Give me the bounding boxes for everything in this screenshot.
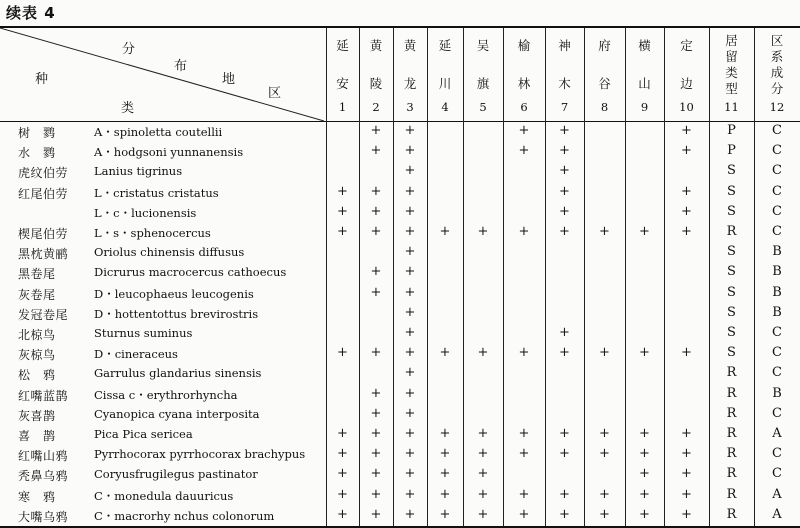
table-title: 续表 4 <box>6 4 56 22</box>
column-header-char: 安 <box>336 76 349 91</box>
column-header-char: 定 <box>680 38 693 53</box>
species-chinese-name: 树 鹨 <box>18 126 56 140</box>
column-header-2 <box>359 28 393 121</box>
column-number: 8 <box>600 100 609 114</box>
residence-type: S <box>727 264 736 280</box>
presence-mark: + <box>370 446 382 462</box>
presence-mark: + <box>681 345 692 361</box>
presence-mark: + <box>559 345 570 361</box>
residence-type: S <box>727 325 736 340</box>
species-scientific-name: Pyrrhocorax pyrrhocorax brachypus <box>94 447 306 462</box>
table-row <box>0 324 800 344</box>
corner-qu: 区 <box>268 86 282 101</box>
presence-mark: + <box>404 466 416 482</box>
presence-mark: + <box>439 224 451 239</box>
presence-mark: + <box>477 345 489 361</box>
presence-mark: + <box>370 224 382 239</box>
species-chinese-name: 红嘴蓝鹊 <box>18 388 69 403</box>
column-number: 3 <box>406 100 414 114</box>
column-number: 9 <box>640 100 649 114</box>
presence-mark: + <box>518 426 530 441</box>
faunal-component: C <box>772 203 782 219</box>
presence-mark: + <box>370 426 382 441</box>
presence-mark: + <box>404 143 416 159</box>
column-header-char: 区 <box>770 33 784 48</box>
presence-mark: + <box>681 486 692 502</box>
presence-mark: + <box>337 345 348 361</box>
species-scientific-name: Oriolus chinensis diffusus <box>94 245 245 260</box>
column-header-char: 府 <box>598 38 611 53</box>
presence-mark: + <box>404 486 416 502</box>
presence-mark: + <box>559 183 570 199</box>
column-header-12 <box>754 28 800 121</box>
residence-type: R <box>726 426 737 441</box>
presence-mark: + <box>439 446 451 462</box>
presence-mark: + <box>559 426 570 441</box>
table-row <box>0 284 800 304</box>
species-chinese-name: 黑枕黄鹂 <box>18 247 69 262</box>
column-header-char: 旗 <box>476 76 490 91</box>
species-scientific-name: Sturnus suminus <box>94 326 193 340</box>
corner-lei: 类 <box>121 101 135 116</box>
table-row <box>0 162 800 182</box>
faunal-component: C <box>772 345 782 361</box>
column-number: 4 <box>441 100 449 114</box>
column-header-char: 居 <box>725 33 738 48</box>
presence-mark: + <box>404 405 416 421</box>
table-row <box>0 344 800 364</box>
table-row <box>0 506 800 526</box>
presence-mark: + <box>681 466 692 482</box>
species-chinese-name: 松 鸦 <box>18 368 56 383</box>
column-header-3 <box>393 28 427 121</box>
species-chinese-name: 虎纹伯劳 <box>18 166 69 181</box>
faunal-component: A <box>772 506 782 522</box>
presence-mark: + <box>681 446 692 462</box>
species-scientific-name: A・spinoletta coutellii <box>94 125 223 139</box>
column-header-11 <box>709 28 754 121</box>
presence-mark: + <box>639 345 650 361</box>
presence-mark: + <box>518 224 530 239</box>
table-row <box>0 445 800 465</box>
species-chinese-name: 寒 鸦 <box>18 489 56 504</box>
column-header-char: 系 <box>770 49 784 64</box>
presence-mark: + <box>337 446 348 462</box>
residence-type: R <box>726 385 737 401</box>
presence-mark: + <box>559 143 570 159</box>
faunal-component: A <box>772 426 782 441</box>
column-header-char: 黄 <box>369 38 383 53</box>
presence-mark: + <box>477 224 489 239</box>
presence-mark: + <box>518 486 530 502</box>
species-chinese-name: 黑卷尾 <box>18 267 56 282</box>
column-header-char: 延 <box>336 38 349 53</box>
presence-mark: + <box>477 446 489 462</box>
presence-mark: + <box>404 163 416 179</box>
presence-mark: + <box>477 426 489 441</box>
presence-mark: + <box>370 203 382 219</box>
presence-mark: + <box>681 183 692 199</box>
presence-mark: + <box>681 506 692 522</box>
species-scientific-name: L・s・sphenocercus <box>94 226 211 240</box>
table-row <box>0 425 800 445</box>
presence-mark: + <box>639 506 650 522</box>
presence-mark: + <box>370 466 382 482</box>
column-header-6 <box>503 28 545 121</box>
presence-mark: + <box>337 203 348 219</box>
faunal-component: C <box>772 325 782 340</box>
column-header-char: 榆 <box>517 38 531 53</box>
species-scientific-name: D・hottentottus brevirostris <box>94 306 259 321</box>
species-scientific-name: D・cineraceus <box>94 347 178 362</box>
column-header-char: 横 <box>638 38 651 53</box>
presence-mark: + <box>337 466 348 482</box>
corner-bu: 布 <box>174 59 188 74</box>
faunal-component: B <box>772 284 782 300</box>
presence-mark: + <box>559 486 570 502</box>
column-number: 12 <box>769 100 785 114</box>
presence-mark: + <box>404 244 416 260</box>
species-chinese-name: 喜 鹊 <box>18 429 56 443</box>
presence-mark: + <box>337 486 348 502</box>
presence-mark: + <box>404 426 416 441</box>
column-header-char: 木 <box>558 76 571 91</box>
presence-mark: + <box>639 446 650 462</box>
table-row <box>0 122 800 142</box>
species-chinese-name: 水 鹨 <box>18 146 56 161</box>
species-chinese-name: 楔尾伯劳 <box>18 227 69 241</box>
presence-mark: + <box>370 284 382 300</box>
column-header-char: 林 <box>517 76 531 91</box>
presence-mark: + <box>477 466 489 482</box>
column-number: 10 <box>679 100 694 114</box>
column-header-4 <box>427 28 463 121</box>
species-scientific-name: D・leucophaeus leucogenis <box>94 286 254 301</box>
species-chinese-name: 红尾伯劳 <box>18 186 69 201</box>
table-row <box>0 364 800 384</box>
presence-mark: + <box>404 183 416 199</box>
presence-mark: + <box>599 446 610 462</box>
presence-mark: + <box>439 466 451 482</box>
species-scientific-name: Garrulus glandarius sinensis <box>94 366 262 381</box>
species-chinese-name: 灰卷尾 <box>18 287 56 302</box>
species-chinese-name: 灰喜鹊 <box>18 408 56 423</box>
species-scientific-name: Cyanopica cyana interposita <box>94 406 260 421</box>
presence-mark: + <box>477 486 489 502</box>
faunal-component: C <box>772 405 782 421</box>
presence-mark: + <box>559 224 570 239</box>
corner-fen: 分 <box>122 42 136 57</box>
presence-mark: + <box>518 446 530 462</box>
faunal-component: B <box>772 304 782 320</box>
presence-mark: + <box>518 345 530 361</box>
presence-mark: + <box>559 325 570 340</box>
species-chinese-name: 北椋鸟 <box>18 328 56 342</box>
species-scientific-name: L・cristatus cristatus <box>94 185 219 200</box>
residence-type: R <box>726 446 737 462</box>
presence-mark: + <box>681 123 692 138</box>
presence-mark: + <box>599 224 610 239</box>
corner-zhong: 种 <box>35 72 49 87</box>
table-row <box>0 142 800 162</box>
table-row <box>0 183 800 203</box>
presence-mark: + <box>370 264 382 280</box>
species-scientific-name: Dicrurus macrocercus cathoecus <box>94 265 287 280</box>
presence-mark: + <box>370 506 382 522</box>
column-header-char: 成 <box>770 65 784 80</box>
presence-mark: + <box>518 123 530 138</box>
presence-mark: + <box>599 506 610 522</box>
faunal-component: C <box>772 123 782 138</box>
presence-mark: + <box>518 143 530 159</box>
column-header-8 <box>584 28 625 121</box>
residence-type: R <box>726 486 737 502</box>
faunal-component: B <box>772 385 782 401</box>
presence-mark: + <box>559 506 570 522</box>
species-scientific-name: Lanius tigrinus <box>94 164 183 179</box>
column-number: 2 <box>372 100 380 114</box>
presence-mark: + <box>599 426 610 441</box>
column-header-char: 陵 <box>369 76 383 91</box>
presence-mark: + <box>639 486 650 502</box>
column-header-char: 留 <box>725 49 738 64</box>
residence-type: R <box>726 224 737 239</box>
presence-mark: + <box>599 345 610 361</box>
presence-mark: + <box>559 163 570 179</box>
species-scientific-name: Pica Pica sericea <box>94 427 193 441</box>
faunal-component: C <box>772 466 782 482</box>
presence-mark: + <box>681 426 692 441</box>
faunal-component: B <box>772 264 782 280</box>
presence-mark: + <box>477 506 489 522</box>
faunal-component: B <box>772 244 782 260</box>
residence-type: P <box>727 143 736 159</box>
presence-mark: + <box>337 506 348 522</box>
faunal-component: A <box>772 486 782 502</box>
faunal-component: C <box>772 365 782 381</box>
species-scientific-name: C・macrorhy nchus colonorum <box>94 508 275 523</box>
residence-type: S <box>727 284 736 300</box>
presence-mark: + <box>370 385 382 401</box>
residence-type: R <box>726 466 737 482</box>
column-header-char: 山 <box>638 76 651 91</box>
column-header-char: 边 <box>680 76 693 91</box>
column-header-char: 类 <box>725 65 738 80</box>
species-scientific-name: Cissa c・erythrorhyncha <box>94 387 238 402</box>
presence-mark: + <box>439 345 451 361</box>
residence-type: R <box>726 365 737 381</box>
presence-mark: + <box>370 486 382 502</box>
column-header-char: 龙 <box>403 76 417 91</box>
presence-mark: + <box>337 183 348 199</box>
residence-type: P <box>727 123 736 138</box>
presence-mark: + <box>559 446 570 462</box>
faunal-component: C <box>772 224 782 239</box>
presence-mark: + <box>404 365 416 381</box>
presence-mark: + <box>404 224 416 239</box>
header-diagonal <box>0 28 325 122</box>
presence-mark: + <box>439 506 451 522</box>
table-row <box>0 243 800 263</box>
residence-type: S <box>727 183 736 199</box>
column-header-10 <box>664 28 709 121</box>
presence-mark: + <box>404 385 416 401</box>
residence-type: R <box>726 405 737 421</box>
presence-mark: + <box>439 486 451 502</box>
residence-type: S <box>727 203 736 219</box>
species-chinese-name: 灰椋鸟 <box>18 348 56 363</box>
column-number: 11 <box>724 100 739 114</box>
table-row <box>0 203 800 223</box>
residence-type: S <box>727 304 736 320</box>
table-row <box>0 223 800 243</box>
faunal-component: C <box>772 446 782 462</box>
presence-mark: + <box>370 183 382 199</box>
presence-mark: + <box>681 143 692 159</box>
column-header-char: 延 <box>438 38 452 53</box>
presence-mark: + <box>639 224 650 239</box>
presence-mark: + <box>404 325 416 340</box>
faunal-component: C <box>772 163 782 179</box>
presence-mark: + <box>639 466 650 482</box>
column-number: 5 <box>479 100 487 114</box>
table-row <box>0 263 800 283</box>
presence-mark: + <box>404 304 416 320</box>
column-header-5 <box>463 28 503 121</box>
residence-type: S <box>727 163 736 179</box>
species-scientific-name: A・hodgsoni yunnanensis <box>94 145 244 160</box>
species-chinese-name: 秃鼻乌鸦 <box>18 469 69 484</box>
presence-mark: + <box>370 405 382 421</box>
presence-mark: + <box>370 143 382 159</box>
column-header-7 <box>545 28 584 121</box>
presence-mark: + <box>439 426 451 441</box>
faunal-component: C <box>772 183 782 199</box>
presence-mark: + <box>599 486 610 502</box>
presence-mark: + <box>370 345 382 361</box>
column-header-char: 吴 <box>476 38 490 53</box>
column-header-char: 型 <box>725 81 738 96</box>
species-chinese-name: 大嘴乌鸦 <box>18 509 69 524</box>
table-row <box>0 486 800 506</box>
presence-mark: + <box>559 123 570 138</box>
presence-mark: + <box>404 264 416 280</box>
presence-mark: + <box>337 224 348 239</box>
species-chinese-name: 红嘴山鸦 <box>18 449 69 464</box>
presence-mark: + <box>639 426 650 441</box>
column-header-9 <box>625 28 664 121</box>
table-row <box>0 304 800 324</box>
presence-mark: + <box>404 284 416 300</box>
residence-type: R <box>726 506 737 522</box>
column-number: 6 <box>520 100 528 114</box>
table-row <box>0 465 800 485</box>
column-header-char: 分 <box>770 81 784 96</box>
column-header-1 <box>326 28 359 121</box>
species-scientific-name: L・c・lucionensis <box>94 205 197 220</box>
column-number: 7 <box>560 100 569 114</box>
presence-mark: + <box>404 123 416 138</box>
column-header-char: 黄 <box>403 38 417 53</box>
presence-mark: + <box>681 224 692 239</box>
column-header-char: 神 <box>558 38 571 53</box>
corner-di: 地 <box>222 72 236 87</box>
species-scientific-name: Coryusfrugilegus pastinator <box>94 467 258 482</box>
presence-mark: + <box>370 123 382 138</box>
table-row <box>0 385 800 405</box>
column-header-char: 谷 <box>598 76 611 91</box>
column-header-char: 川 <box>438 76 452 91</box>
table-row <box>0 405 800 425</box>
species-chinese-name: 发冠卷尾 <box>18 307 69 322</box>
presence-mark: + <box>681 203 692 219</box>
species-scientific-name: C・monedula dauuricus <box>94 488 234 503</box>
presence-mark: + <box>404 446 416 462</box>
presence-mark: + <box>404 203 416 219</box>
presence-mark: + <box>518 506 530 522</box>
column-number: 1 <box>338 100 347 114</box>
presence-mark: + <box>404 506 416 522</box>
residence-type: S <box>727 244 736 260</box>
faunal-component: C <box>772 143 782 159</box>
presence-mark: + <box>337 426 348 441</box>
presence-mark: + <box>404 345 416 361</box>
residence-type: S <box>727 345 736 361</box>
presence-mark: + <box>559 203 570 219</box>
